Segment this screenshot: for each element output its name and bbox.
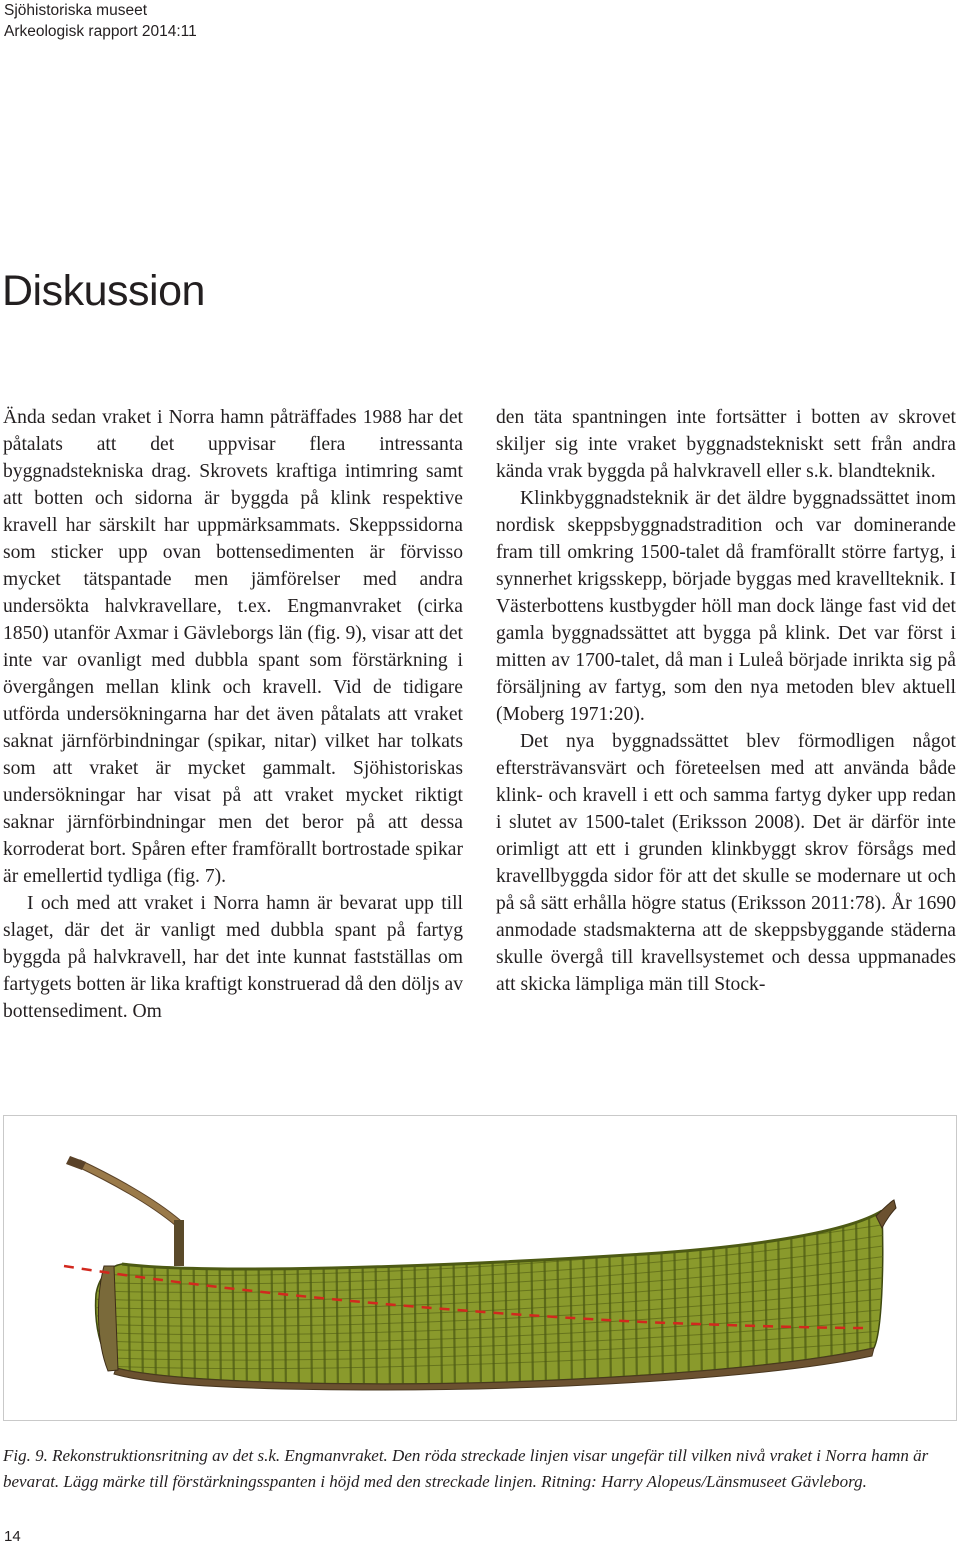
page-number: 14 — [4, 1528, 21, 1545]
paragraph: Klinkbyggnadsteknik är det äldre byggnadssättet inom nordisk skeppsbyggnadstradition och var dominerande fram till omkring 1500-talet då framförallt större fartyg, i synnerhet krigsskepp, började byggas med kravellteknik. I Västerbottens kustbygder höll man dock länge fast vid det gamla byggnadssättet att bygga på klink. Det var först i mitten av 1700-talet, då man i Luleå började inrikta sig på försäljning av fartyg, som den nya metoden blev aktuell (Moberg 1971:20). — [496, 488, 956, 725]
paragraph: Ända sedan vraket i Norra hamn påträffades 1988 har det påtalats att det uppvisar flera intressanta byggnadstekniska drag. Skrovets kraftiga intimring samt att botten och sidorna är byggda på klink respektive kravell har särskilt har uppmärksammats. Skeppssidorna som sticker upp ovan bottensedimenten är förvisso mycket tätspantade men jämförelser med andra undersökta halvkravellare, t.ex. Engmanvraket (cirka 1850) utanför Axmar i Gävleborgs län (fig. 9), visar att det inte var ovanligt med dubbla spant som förstärkning i övergången mellan klink och kravell. Vid de tidigare utförda undersökningarna har det även påtalats att vraket saknat järnförbindningar (spikar, nitar) vilket har tolkats som att vraket är mycket gammalt. Sjöhistoriskas undersökningar har visat på att vraket mycket riktigt saknar järnförbindningar men det beror på att dessa korroderat bort. Spåren efter framförallt bortrostade spikar är emellertid tydliga (fig. 7). — [3, 407, 463, 887]
running-header — [4, 0, 197, 42]
right-column — [496, 404, 956, 998]
paragraph: Det nya byggnadssättet blev förmodligen något eftersträvansvärt och företeelsen med att använda både klink- och kravell i ett och samma fartyg dyker upp redan i slutet av 1500-talet (Eriksson 2008). Det är därför inte orimligt att ett i grunden klinkbyggt skrov försågs med kravellbyggda sidor för att det skulle se modernare ut och på så sätt erhålla högre status (Eriksson 2011:78). År 1690 anmodade stadsmakterna att de skeppsbyggande städerna skulle övergå till kravellsystemet och dessa uppmanades att skicka lämpliga män till Stock- — [496, 731, 956, 995]
stern-rudder — [98, 1266, 118, 1371]
tiller — [76, 1160, 180, 1226]
sternpost-block — [174, 1220, 184, 1266]
paragraph: den täta spantningen inte fortsätter i botten av skrovet skiljer sig inte vraket byggnadstekniskt sett från andra kända vrak byggda på halvkravell eller s.k. blandteknik. — [496, 407, 956, 482]
museum-name: Sjöhistoriska museet — [4, 2, 148, 19]
hull-body — [96, 1211, 883, 1384]
tiller-tip — [66, 1156, 86, 1170]
report-id: Arkeologisk rapport 2014:11 — [4, 23, 197, 40]
ship-reconstruction-drawing — [4, 1116, 956, 1420]
figure-caption: Fig. 9. Rekonstruktionsritning av det s.k. Engmanvraket. Den röda streckade linjen visar ungefär till vilken nivå vraket i Norra hamn är bevarat. Lägg märke till förstärkningsspanten i höjd med den streckade linjen. Ritning: Harry Alopeus/Länsmuseet Gävleborg. — [3, 1446, 929, 1491]
ship-drawing-figure — [3, 1115, 957, 1421]
left-column — [3, 404, 463, 1025]
paragraph: I och med att vraket i Norra hamn är bevarat upp till slaget, där det är vanligt med dubbla spant på fartyg byggda på halvkravell, har det inte kunnat fastställas om fartygets botten är lika kraftigt konstruerad då den döljs av bottensediment. Om — [3, 893, 463, 1022]
section-title: Diskussion — [2, 267, 205, 315]
